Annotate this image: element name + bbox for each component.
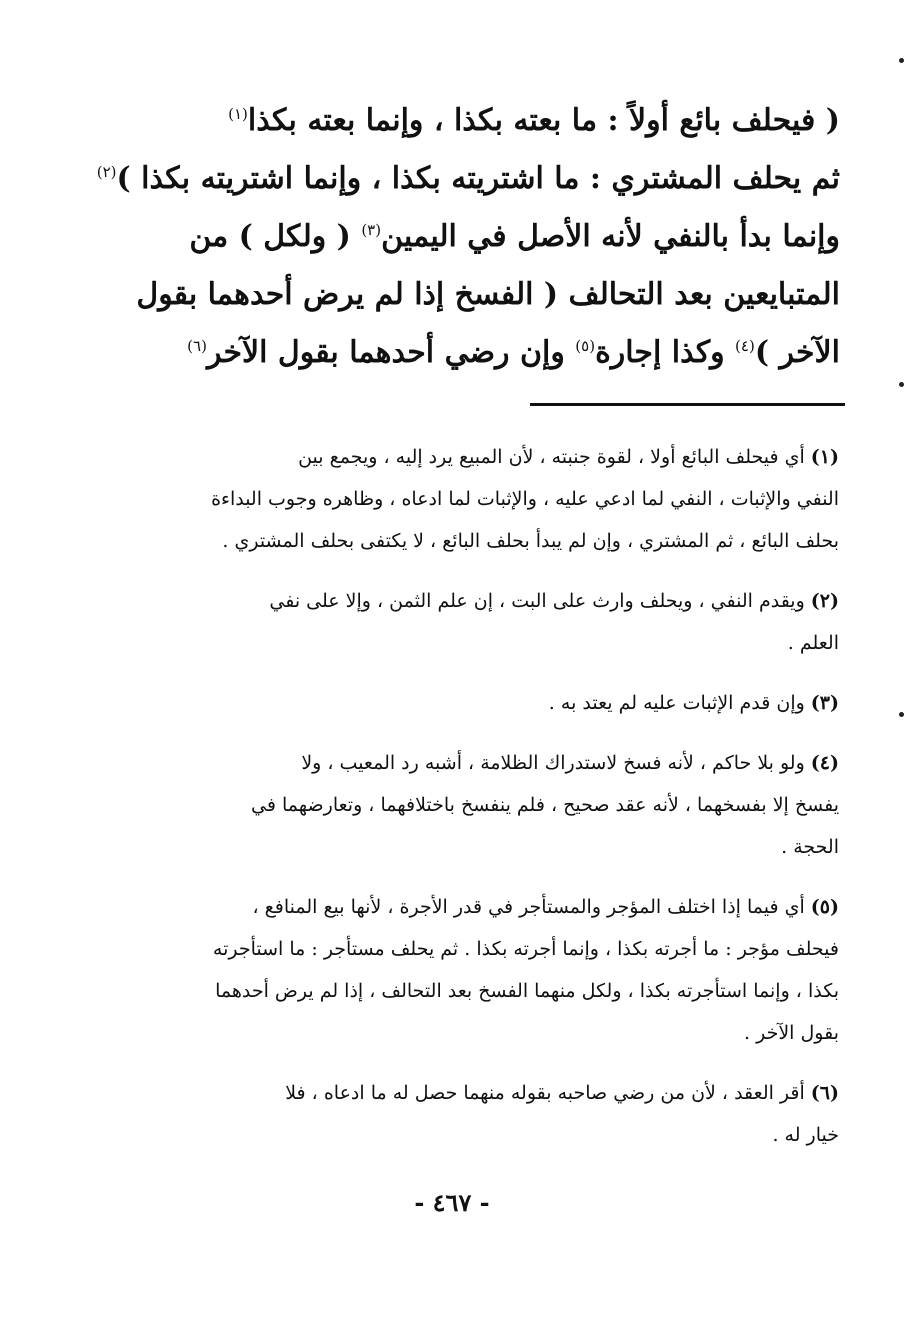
main-line: وإنما بدأ بالنفي لأنه الأصل في اليمين$^{(٣)}$ ( ولكل ) من (189, 219, 840, 254)
footnote-separator (530, 403, 845, 406)
main-line: ( فيحلف بائع أولاً : ما بعته بكذا ، وإنما بعته بكذا$^{(١)}$ (228, 103, 840, 138)
footnote-5: (٥)أي فيما إذا اختلف المؤجر والمستأجر في قدر الأجرة ، لأنها بيع المنافع ، فيحلف مؤجر : ما أجرته بكذا ، وإنما أجرته بكذا . ثم يحلف مستأجر : ما استأجرته بكذا ، وإنما استأجرته بكذا ، ولكل منهما الفسخ بعد التحالف ، إذا لم يرض أحدهما بقول الآخر . (212, 896, 839, 1044)
scan-mark (899, 58, 904, 63)
footnote-6: (٦)أقر العقد ، لأن من رضي صاحبه بقوله منهما حصل له ما ادعاه ، فلا خيار له . (285, 1082, 839, 1146)
main-line: الآخر )$^{(٤)}$ وكذا إجارة$^{(٥)}$ وإن رضي أحدهما بقول الآخر$^{(٦)}$ (187, 335, 840, 370)
footnote-ref: (٥) (575, 337, 596, 355)
footnote-1: (١)أي فيحلف البائع أولا ، لقوة جنبته ، لأن المبيع يرد إليه ، ويجمع بين النفي والإثبات ، النفي لما ادعي عليه ، والإثبات لما ادعاه ، وظاهره وجوب البداءة بحلف البائع ، ثم المشتري ، وإن لم يبدأ بحلف البائع ، لا يكتفى بحلف المشتري . (211, 446, 839, 552)
main-line: المتبايعين بعد التحالف ( الفسخ إذا لم يرض أحدهما بقول (136, 277, 840, 312)
scan-mark (899, 712, 904, 717)
footnote-number: (٣) (810, 692, 839, 714)
footnote-number: (٢) (810, 590, 839, 612)
footnote-ref: (١) (228, 105, 248, 123)
footnote-ref: (٤) (735, 337, 755, 355)
footnotes (104, 436, 839, 1174)
footnote-number: (١) (810, 446, 839, 468)
main-text (96, 92, 840, 382)
footnote-ref: (٢) (96, 163, 117, 181)
footnote-number: (٦) (810, 1082, 839, 1104)
footnote-4: (٤)ولو بلا حاكم ، لأنه فسخ لاستدراك الظلامة ، أشبه رد المعيب ، ولا يفسخ إلا بفسخهما ، لأنه عقد صحيح ، فلم ينفسخ باختلافهما ، وتعارضهما في الحجة . (251, 752, 839, 858)
footnote-number: (٥) (810, 896, 839, 918)
footnote-number: (٤) (810, 752, 839, 774)
footnote-ref: (٣) (361, 221, 382, 239)
footnote-ref: (٦) (187, 337, 207, 355)
footnote-2: (٢)ويقدم النفي ، ويحلف وارث على البت ، إن علم الثمن ، وإلا على نفي العلم . (269, 590, 839, 654)
footnote-3: (٣)وإن قدم الإثبات عليه لم يعتد به . (548, 692, 839, 714)
scan-mark (899, 382, 904, 387)
main-line: ثم يحلف المشتري : ما اشتريته بكذا ، وإنما اشتريته بكذا )$^{(٢)}$ (96, 161, 840, 196)
page-number: - ٤٦٧ - (414, 1188, 490, 1217)
